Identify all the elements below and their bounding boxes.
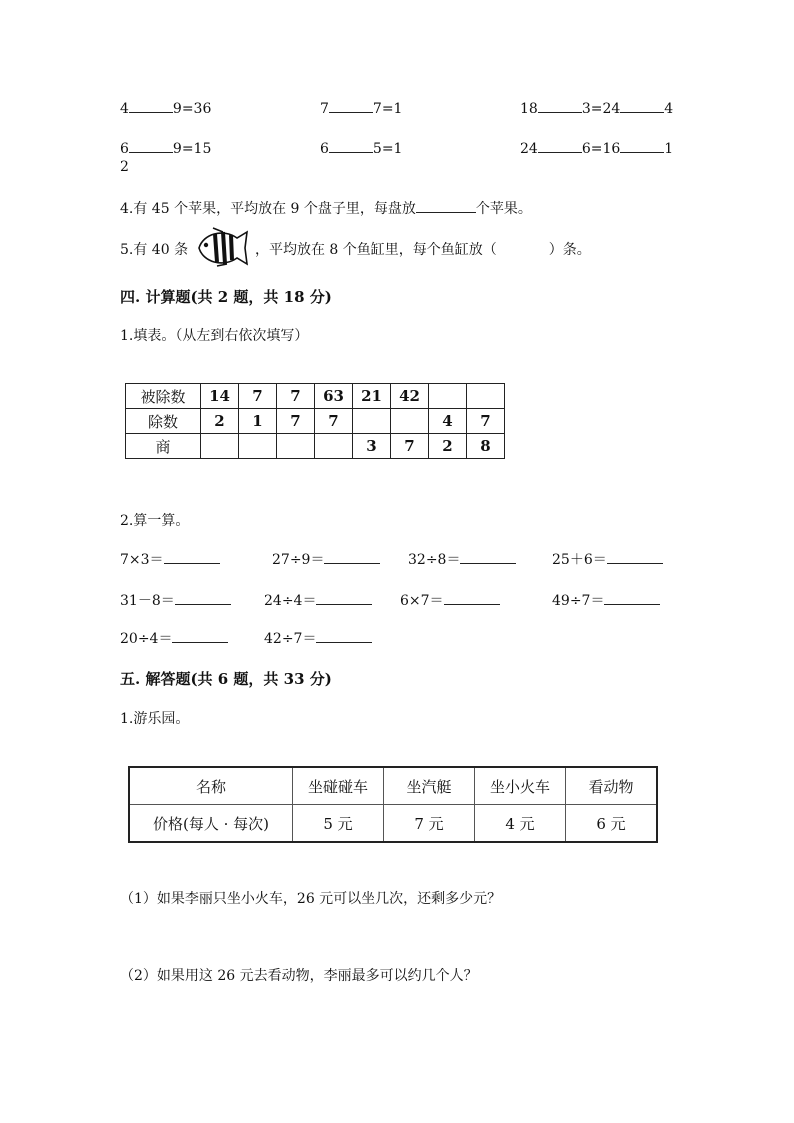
fill-result: 9=15 [172,141,212,157]
answer-blank[interactable] [604,590,660,605]
table-cell: 7 [315,409,353,434]
table-cell[interactable] [467,384,505,409]
fill-operand: 6 [120,141,129,157]
table-cell: 7 元 [384,805,475,843]
calc-expr: 32÷8＝ [408,552,461,568]
question-5-text-mid: ，平均放在 8 个鱼缸里，每个鱼缸放（ [254,242,497,258]
fill-operand: 4 [120,101,129,117]
answer-blank[interactable] [620,138,664,153]
table-row [126,434,505,459]
table-header-cell: 坐碰碰车 [293,767,384,805]
fill-result: 9=36 [172,101,212,117]
calc-expr: 31－8＝ [120,593,175,609]
answer-blank[interactable] [607,549,663,564]
table-cell: 8 [467,434,505,459]
table-cell: 2 [429,434,467,459]
fill-operand: 7 [320,101,329,117]
calc-item [264,628,372,648]
table-cell: 3 [353,434,391,459]
sub-question-2: （2）如果用这 26 元去看动物，李丽最多可以约几个人？ [120,968,478,984]
fill-result: 5=1 [372,141,403,157]
question-4-2: 2.算一算。 [120,513,190,529]
table-cell: 63 [315,384,353,409]
table-cell: 21 [353,384,391,409]
table-cell: 42 [391,384,429,409]
calc-item [552,549,663,569]
fill-result: 3=24 [581,101,621,117]
calc-item [264,590,372,610]
table-header-cell: 名称 [129,767,293,805]
calc-item [120,590,231,610]
calc-item [552,590,660,610]
table-cell: 4 [429,409,467,434]
question-4-unit: 个苹果。 [475,201,532,217]
table-cell: 2 [201,409,239,434]
table-cell[interactable] [391,409,429,434]
answer-blank[interactable] [460,549,516,564]
table-row [126,384,505,409]
table-cell: 7 [391,434,429,459]
fill-item-3 [520,98,673,117]
answer-blank[interactable] [316,628,372,643]
fill-result: 6=16 [581,141,621,157]
calc-expr: 25＋6＝ [552,552,607,568]
table-cell: 6 元 [566,805,658,843]
calc-item [120,628,228,648]
table-header-cell: 坐小火车 [475,767,566,805]
section-4-title: 四. 计算题(共 2 题，共 18 分) [120,288,332,306]
answer-blank[interactable] [172,628,228,643]
table-cell: 4 元 [475,805,566,843]
answer-blank[interactable] [329,98,373,113]
fill-item-1 [120,98,211,117]
fill-operand: 6 [320,141,329,157]
table-cell: 1 [239,409,277,434]
table-cell: 14 [201,384,239,409]
fill-tail: 1 [664,141,674,157]
fill-result: 7=1 [372,101,403,117]
fill-tail: 4 [664,101,674,117]
calc-item [408,549,516,569]
table-cell: 7 [277,409,315,434]
table-cell: 7 [239,384,277,409]
calc-item [272,549,380,569]
question-4 [120,198,532,218]
table-cell: 7 [277,384,315,409]
calc-expr: 7×3＝ [120,552,164,568]
table-cell: 价格(每人 · 每次) [129,805,293,843]
calc-expr: 27÷9＝ [272,552,325,568]
answer-blank[interactable] [538,138,582,153]
table-cell[interactable] [315,434,353,459]
question-5-unit: ）条。 [548,242,591,258]
table-label: 被除数 [126,384,201,409]
table-cell[interactable] [277,434,315,459]
fill-item-4 [120,138,211,157]
calc-expr: 20÷4＝ [120,631,173,647]
table-cell[interactable] [353,409,391,434]
question-4-1: 1.填表。（从左到右依次填写） [120,328,309,344]
calc-item [120,549,220,569]
fill-item-5 [320,138,402,157]
table-cell: 7 [467,409,505,434]
table-row [129,805,657,843]
calc-item [400,590,500,610]
table-label: 除数 [126,409,201,434]
calc-expr: 42÷7＝ [264,631,317,647]
table-row [126,409,505,434]
fill-operand: 18 [520,101,538,117]
answer-blank[interactable] [175,590,231,605]
question-5 [120,226,591,274]
division-table [125,383,505,459]
table-row [129,767,657,805]
section-5-title: 五. 解答题(共 6 题，共 33 分) [120,670,332,688]
answer-blank[interactable] [129,138,173,153]
table-header-cell: 看动物 [566,767,658,805]
answer-blank[interactable] [316,590,372,605]
table-cell[interactable] [429,384,467,409]
calc-expr: 6×7＝ [400,593,444,609]
question-5-1: 1.游乐园。 [120,711,190,727]
answer-blank[interactable] [416,198,476,213]
fill-item-2 [320,98,402,117]
price-table [128,766,658,843]
fill-item-6 [520,138,673,157]
table-cell: 5 元 [293,805,384,843]
answer-blank[interactable] [329,138,373,153]
answer-blank[interactable] [129,98,173,113]
sub-question-1: （1）如果李丽只坐小火车，26 元可以坐几次，还剩多少元？ [120,891,502,907]
fish-icon [193,226,251,274]
calc-expr: 24÷4＝ [264,593,317,609]
calc-expr: 49÷7＝ [552,593,605,609]
answer-blank[interactable] [620,98,664,113]
question-5-text: 5.有 40 条 [120,242,189,258]
table-cell[interactable] [239,434,277,459]
question-4-text: 4.有 45 个苹果，平均放在 9 个盘子里，每盘放 [120,201,416,217]
answer-blank[interactable] [324,549,380,564]
table-label: 商 [126,434,201,459]
answer-blank[interactable] [164,549,220,564]
answer-blank[interactable] [538,98,582,113]
table-cell[interactable] [201,434,239,459]
fill-operand: 24 [520,141,538,157]
wrap-digit: 2 [120,159,129,175]
table-header-cell: 坐汽艇 [384,767,475,805]
answer-blank[interactable] [444,590,500,605]
